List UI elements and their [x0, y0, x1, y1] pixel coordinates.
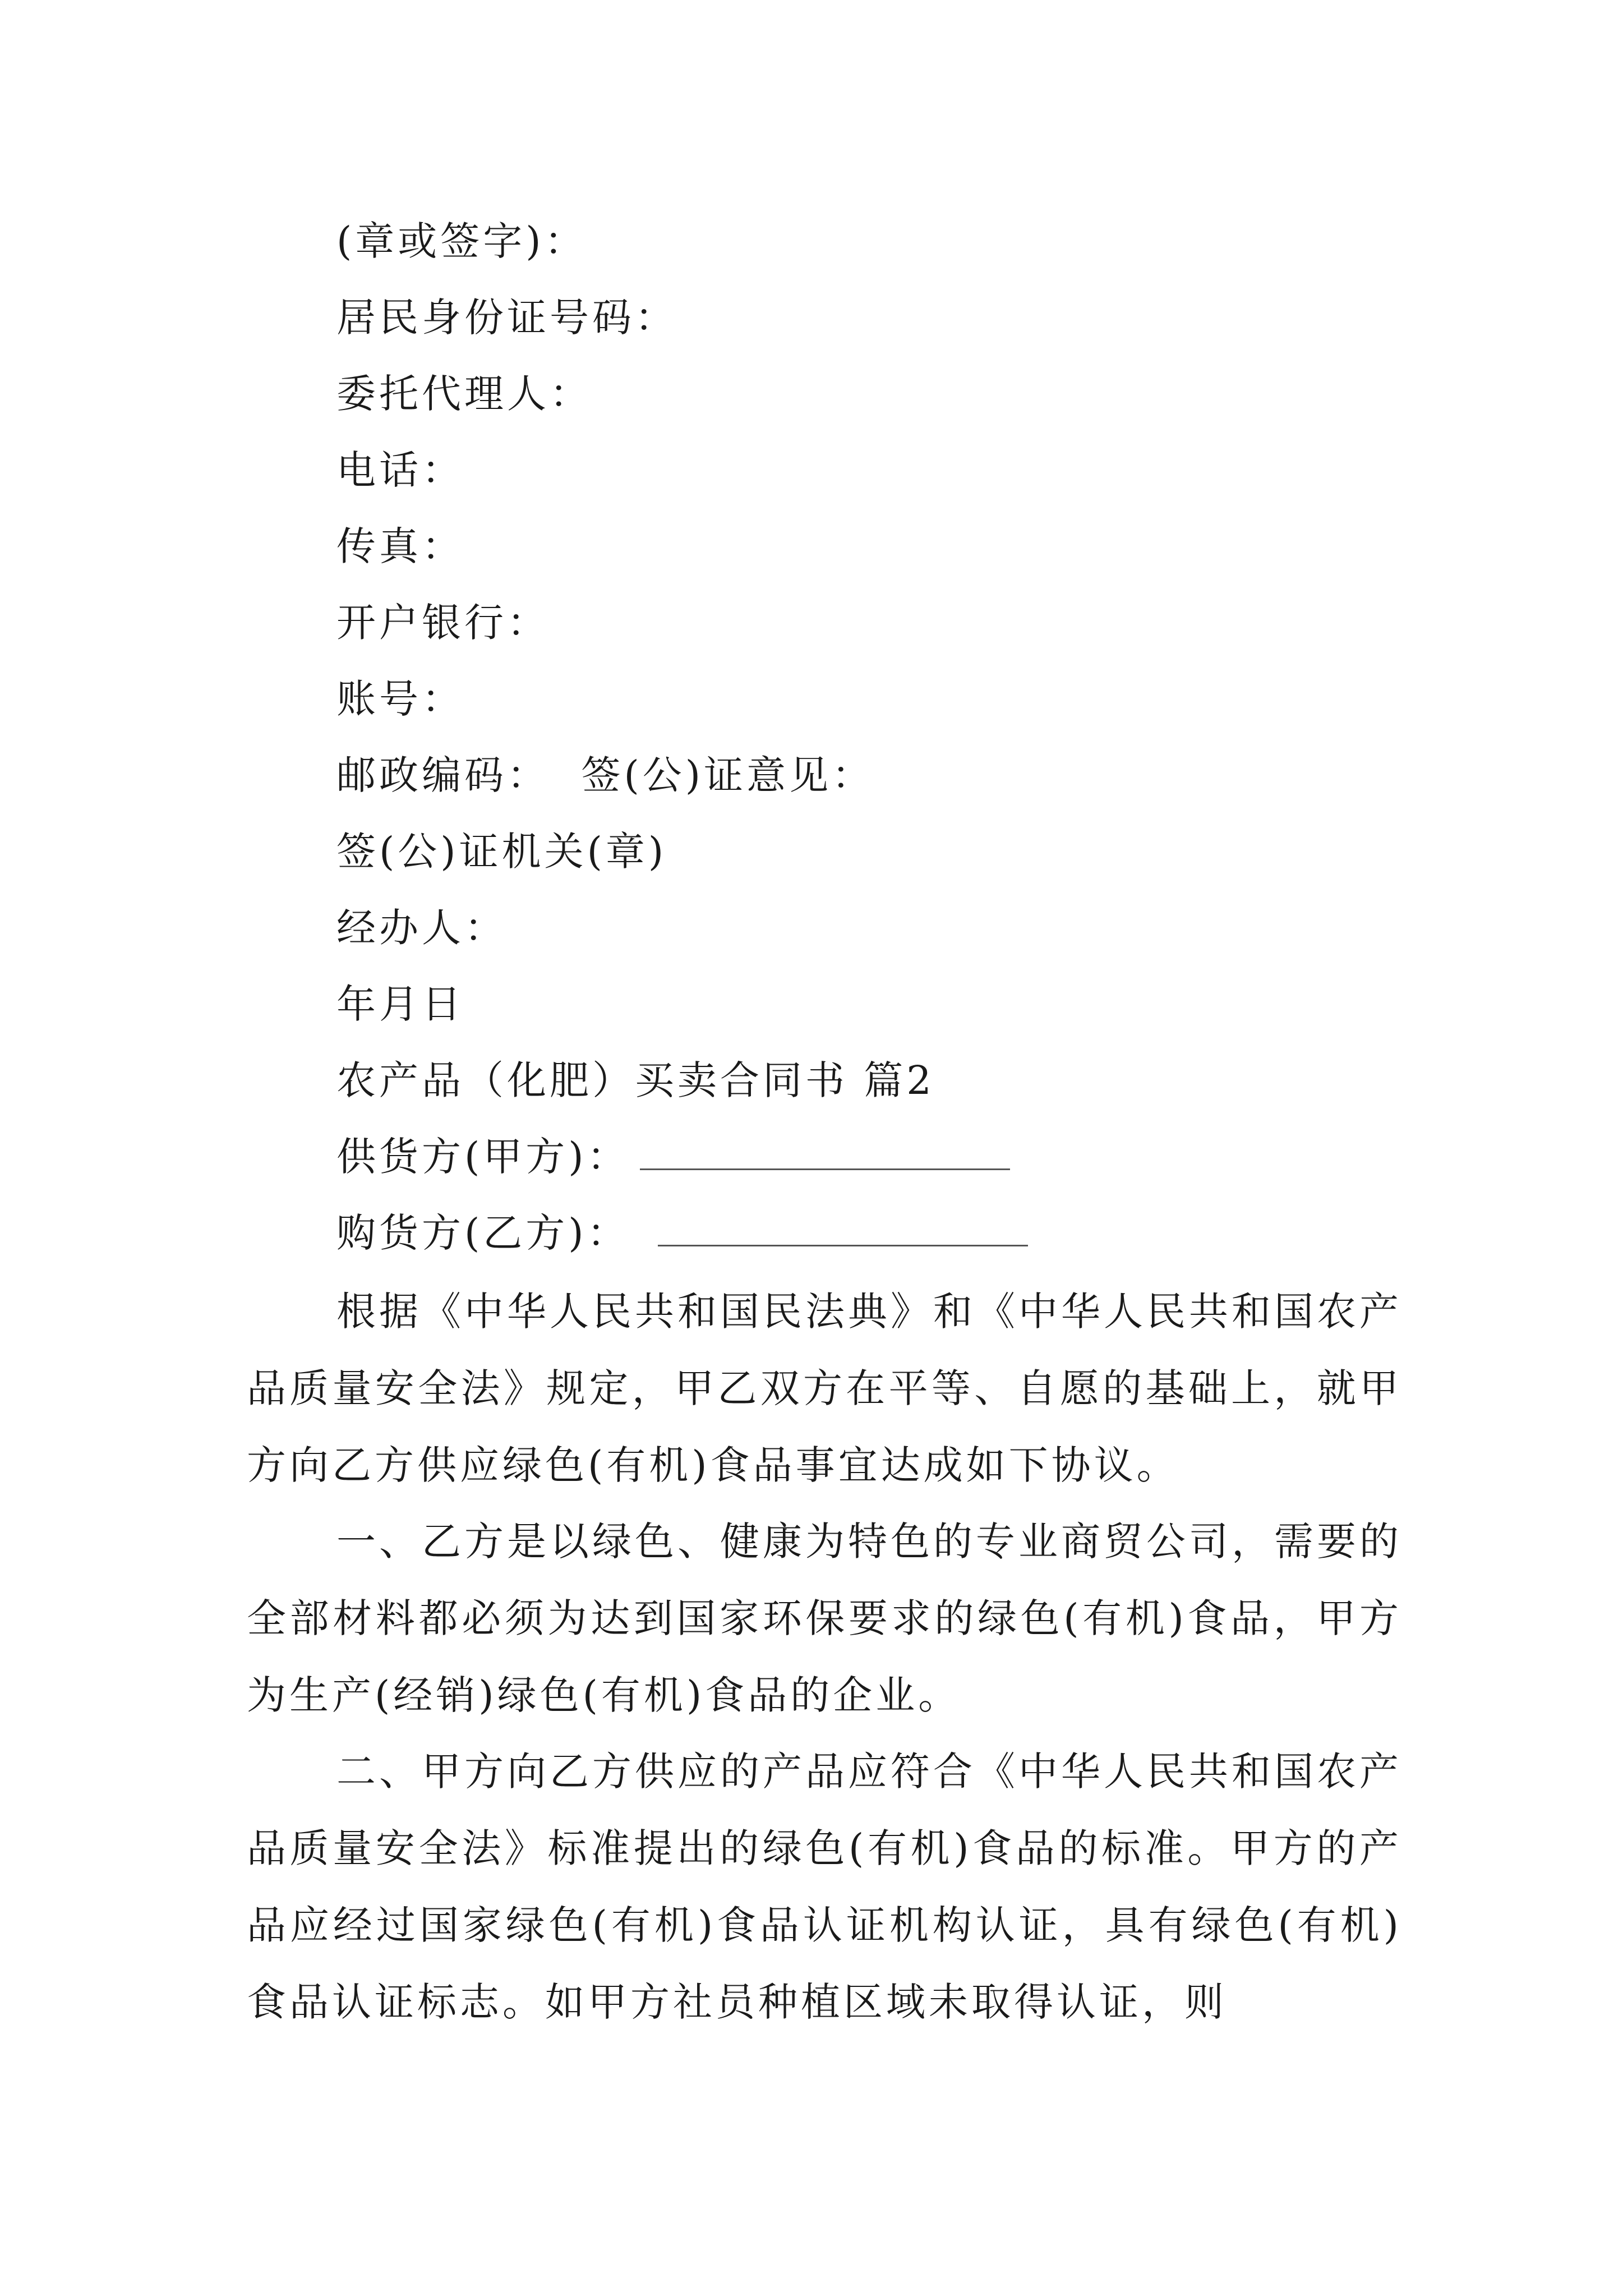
buyer-label: 购货方(乙方)： [336, 1210, 630, 1256]
section-heading: 农产品（化肥）买卖合同书 篇2 [336, 1057, 935, 1103]
supplier-blank-line [640, 1129, 1010, 1170]
phone-label: 电话： [336, 447, 464, 493]
bank-label: 开户银行： [336, 600, 550, 646]
fax-label: 传真： [336, 523, 464, 569]
date-label: 年月日 [336, 981, 464, 1027]
id-number-label: 居民身份证号码： [336, 295, 677, 341]
buyer-row [336, 1205, 1028, 1261]
agent-label: 委托代理人： [336, 371, 592, 417]
paragraph-clause-2: 二、甲方向乙方供应的产品应符合《中华人民共和国农产品质量安全法》标准提出的绿色(有机)食品的标准。甲方的产品应经过国家绿色(有机)食品认证机构认证，具有绿色(有机)食品认证标志。如甲方社员种植区域未取得认证，则 [247, 1749, 1402, 2025]
account-label: 账号： [336, 676, 464, 722]
handler-label: 经办人： [336, 905, 507, 951]
paragraph-preamble: 根据《中华人民共和国民法典》和《中华人民共和国农产品质量安全法》规定，甲乙双方在平等、自愿的基础上，就甲方向乙方供应绿色(有机)食品事宜达成如下协议。 [247, 1289, 1402, 1488]
paragraph-clause-1: 一、乙方是以绿色、健康为特色的专业商贸公司，需要的全部材料都必须为达到国家环保要求的绿色(有机)食品，甲方为生产(经销)绿色(有机)食品的企业。 [247, 1519, 1402, 1718]
buyer-blank-line [658, 1205, 1028, 1246]
seal-or-signature-label: (章或签字)： [336, 218, 587, 264]
postal-notary-opinion-label: 邮政编码： 签(公)证意见： [336, 752, 875, 798]
supplier-label: 供货方(甲方)： [336, 1134, 630, 1180]
supplier-row [336, 1129, 1010, 1185]
notary-office-seal-label: 签(公)证机关(章) [336, 829, 667, 875]
